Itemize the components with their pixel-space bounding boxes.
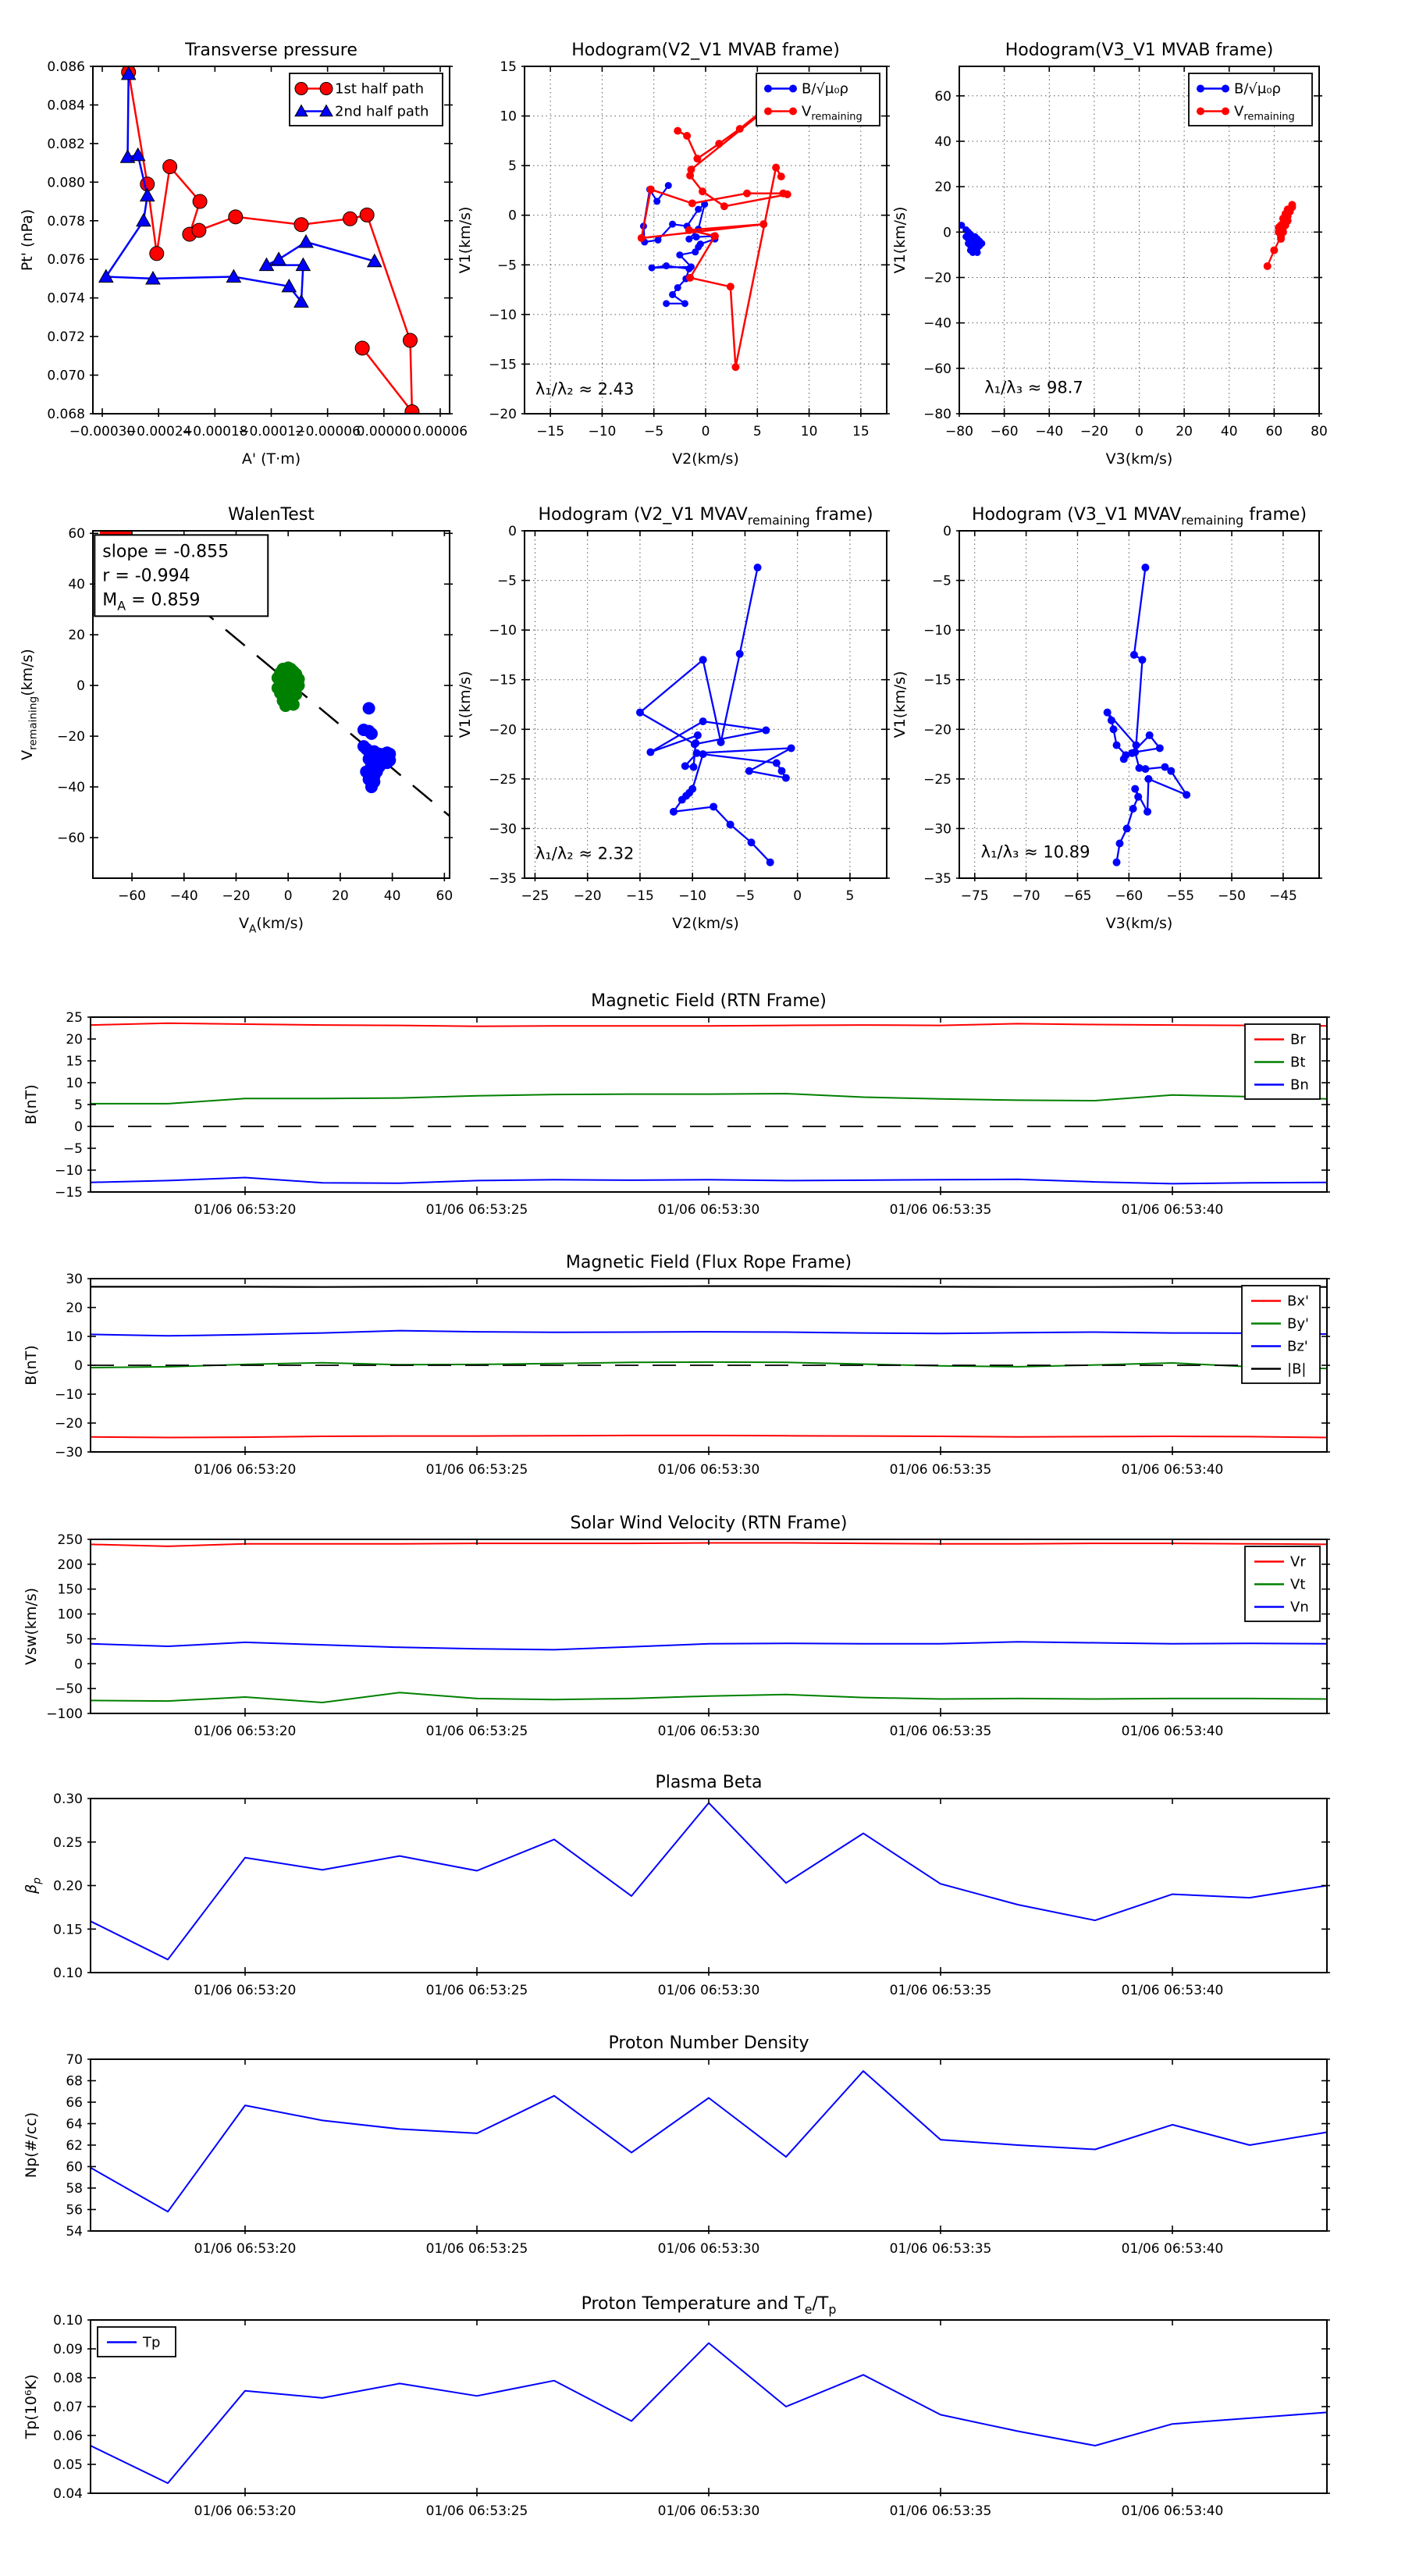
svg-text:−50: −50 [55,1681,83,1698]
svg-text:60: 60 [68,526,85,543]
svg-text:15: 15 [852,424,870,439]
svg-text:Br: Br [1290,1031,1306,1048]
svg-text:Tp(10⁶K): Tp(10⁶K) [23,2374,40,2439]
svg-text:66: 66 [66,2095,83,2111]
svg-text:01/06 06:53:30: 01/06 06:53:30 [657,1202,760,1218]
svg-text:0.076: 0.076 [47,252,85,269]
svg-text:40: 40 [1220,424,1238,439]
svg-text:01/06 06:53:40: 01/06 06:53:40 [1121,1724,1224,1739]
svg-text:0.086: 0.086 [47,59,85,75]
svg-text:01/06 06:53:35: 01/06 06:53:35 [889,1983,992,1998]
svg-text:−55: −55 [1166,888,1195,904]
svg-text:−65: −65 [1063,888,1092,904]
svg-text:−60: −60 [923,361,951,377]
svg-text:−10: −10 [923,623,951,639]
svg-text:−100: −100 [46,1706,83,1722]
svg-text:5: 5 [508,158,517,175]
svg-text:0.00000: 0.00000 [356,424,411,439]
svg-text:0.20: 0.20 [53,1878,83,1895]
svg-text:01/06 06:53:40: 01/06 06:53:40 [1121,1202,1224,1218]
svg-text:0.10: 0.10 [53,1966,83,1981]
svg-text:0.072: 0.072 [47,329,85,346]
svg-text:01/06 06:53:35: 01/06 06:53:35 [889,1724,992,1739]
svg-text:−20: −20 [55,1416,83,1432]
svg-text:01/06 06:53:20: 01/06 06:53:20 [194,1202,297,1218]
svg-text:Tp: Tp [143,2334,161,2351]
svg-text:−60: −60 [990,424,1019,439]
svg-text:Magnetic Field (RTN Frame): Magnetic Field (RTN Frame) [591,991,827,1011]
svg-text:MA = 0.859: $M_A = 0.859$ [102,590,201,614]
svg-text:Bx': Bx' [1287,1293,1309,1310]
svg-text:0: 0 [74,1358,83,1374]
svg-text:Pt' (nPa): Pt' (nPa) [19,208,36,272]
svg-text:WalenTest: WalenTest [228,505,315,525]
svg-text:B(nT): B(nT) [23,1345,40,1386]
svg-text:−5: −5 [644,424,664,439]
chart-hodogram-v3v1-mvab [890,16,1405,484]
svg-text:54: 54 [66,2224,83,2240]
svg-text:0: 0 [1135,424,1144,439]
svg-text:Bt: Bt [1290,1054,1306,1071]
svg-text:250: 250 [57,1532,83,1548]
svg-text:V3(km/s): V3(km/s) [1105,450,1173,468]
svg-text:01/06 06:53:40: 01/06 06:53:40 [1121,1983,1224,1998]
svg-text:40: 40 [934,133,951,150]
svg-text:40: 40 [68,577,85,593]
svg-text:−10: −10 [588,424,617,439]
svg-text:01/06 06:53:20: 01/06 06:53:20 [194,2503,297,2519]
svg-text:Vr: Vr [1290,1553,1306,1571]
svg-text:01/06 06:53:25: 01/06 06:53:25 [425,1202,528,1218]
svg-text:01/06 06:53:40: 01/06 06:53:40 [1121,1462,1224,1478]
svg-text:01/06 06:53:20: 01/06 06:53:20 [194,1462,297,1478]
svg-text:01/06 06:53:30: 01/06 06:53:30 [657,1724,760,1739]
svg-text:10: 10 [800,424,818,439]
svg-text:Magnetic Field (Flux Rope Fram: Magnetic Field (Flux Rope Frame) [565,1253,852,1272]
svg-text:−20: −20 [923,270,951,286]
svg-text:−80: −80 [923,407,951,422]
svg-text:0.078: 0.078 [47,213,85,229]
chart-plasma-beta [0,1753,1405,2011]
svg-text:−25: −25 [521,888,550,904]
svg-text:|B|: |B| [1287,1361,1307,1378]
svg-text:20: 20 [66,1032,83,1048]
svg-text:slope = -0.855: slope = -0.855 [102,542,229,562]
svg-text:80: 80 [1311,424,1328,439]
svg-text:Transverse pressure: Transverse pressure [185,41,357,60]
svg-text:−70: −70 [1012,888,1040,904]
svg-text:25: 25 [66,1010,83,1026]
svg-text:01/06 06:53:40: 01/06 06:53:40 [1121,2241,1224,2257]
svg-text:0.074: 0.074 [47,290,85,307]
svg-text:0.10: 0.10 [53,2313,83,2329]
svg-text:60: 60 [436,888,454,904]
svg-text:0: 0 [701,424,710,439]
chart-proton-number-density [0,2014,1405,2272]
svg-text:λ₁/λ₃ ≈ 98.7: λ₁/λ₃ ≈ 98.7 [984,378,1083,397]
svg-text:0.07: 0.07 [53,2400,83,2415]
svg-text:−15: −15 [55,1185,83,1201]
svg-text:58: 58 [66,2181,83,2197]
svg-text:−35: −35 [489,871,517,887]
svg-text:10: 10 [66,1076,83,1091]
svg-text:01/06 06:53:35: 01/06 06:53:35 [889,2503,992,2519]
chart-proton-temperature [0,2275,1405,2532]
svg-text:01/06 06:53:30: 01/06 06:53:30 [657,1983,760,1998]
chart-magnetic-field-rtn [0,972,1405,1229]
svg-text:λ₁/λ₂ ≈ 2.43: λ₁/λ₂ ≈ 2.43 [535,379,635,399]
svg-text:−50: −50 [1218,888,1246,904]
svg-text:V2(km/s): V2(km/s) [672,450,739,468]
svg-text:56: 56 [66,2202,83,2218]
svg-text:V1(km/s): V1(km/s) [457,671,474,738]
svg-text:Proton Temperature and Te/Tp: Proton Temperature and $T_e/T_p$ [581,2294,837,2318]
svg-text:0.04: 0.04 [53,2486,83,2502]
svg-text:Vt: Vt [1290,1576,1306,1593]
svg-text:0.08: 0.08 [53,2371,83,2386]
svg-text:B/√μ₀ρ: B/√μ₀ρ [1234,80,1281,98]
svg-text:0: 0 [508,524,517,539]
svg-text:−25: −25 [489,771,517,788]
svg-text:−60: −60 [118,888,146,904]
svg-text:0.30: 0.30 [53,1791,83,1807]
svg-text:−20: −20 [573,888,602,904]
svg-text:01/06 06:53:40: 01/06 06:53:40 [1121,2503,1224,2519]
svg-text:−40: −40 [923,315,951,332]
svg-text:60: 60 [934,88,951,105]
svg-text:−20: −20 [222,888,251,904]
svg-text:V1(km/s): V1(km/s) [457,206,474,274]
svg-text:−5: −5 [735,888,755,904]
chart-hodogram-v3v1-mvav [890,480,1405,968]
svg-text:15: 15 [66,1054,83,1069]
svg-text:0.06: 0.06 [53,2428,83,2444]
svg-text:−10: −10 [489,307,517,323]
svg-text:0: 0 [74,1119,83,1135]
svg-text:0: 0 [793,888,802,904]
svg-text:5: 5 [845,888,855,904]
svg-text:−20: −20 [57,729,85,745]
svg-text:0: 0 [74,1656,83,1673]
svg-text:0.068: 0.068 [47,407,85,422]
svg-text:−15: −15 [625,888,654,904]
svg-text:01/06 06:53:30: 01/06 06:53:30 [657,1462,760,1478]
svg-text:Bn: Bn [1290,1076,1309,1094]
svg-text:−0.00012: −0.00012 [238,424,304,439]
svg-text:Vremaining(km/s): $V_{remaining}(km/s)$ [19,649,40,760]
svg-text:1st half path: 1st half path [335,80,425,98]
chart-solar-wind-velocity [0,1494,1405,1752]
svg-text:10: 10 [66,1329,83,1345]
svg-text:01/06 06:53:35: 01/06 06:53:35 [889,1202,992,1218]
svg-text:−60: −60 [57,831,85,847]
svg-text:70: 70 [66,2052,83,2068]
svg-text:−10: −10 [489,623,517,639]
svg-text:−10: −10 [55,1387,83,1403]
svg-text:−20: −20 [923,722,951,738]
svg-text:Vn: Vn [1290,1599,1309,1616]
svg-text:Vsw(km/s): Vsw(km/s) [23,1587,40,1666]
svg-text:5: 5 [74,1098,83,1113]
svg-text:−5: −5 [931,573,951,589]
svg-text:0.15: 0.15 [53,1922,83,1938]
svg-text:0.084: 0.084 [47,98,85,114]
chart-hodogram-v2v1-mvab [437,16,905,484]
svg-text:−25: −25 [923,771,951,788]
svg-text:01/06 06:53:20: 01/06 06:53:20 [194,2241,297,2257]
svg-text:20: 20 [332,888,349,904]
svg-text:01/06 06:53:25: 01/06 06:53:25 [425,1462,528,1478]
svg-text:01/06 06:53:25: 01/06 06:53:25 [425,1983,528,1998]
svg-text:01/06 06:53:30: 01/06 06:53:30 [657,2503,760,2519]
svg-text:−60: −60 [1115,888,1144,904]
svg-text:B/√μ₀ρ: B/√μ₀ρ [802,80,848,98]
svg-text:20: 20 [68,628,85,644]
svg-text:01/06 06:53:35: 01/06 06:53:35 [889,1462,992,1478]
svg-text:By': By' [1287,1315,1309,1332]
svg-text:−40: −40 [169,888,198,904]
svg-text:−0.00024: −0.00024 [125,424,192,439]
svg-text:λ₁/λ₃ ≈ 10.89: λ₁/λ₃ ≈ 10.89 [980,842,1090,862]
svg-text:40: 40 [383,888,401,904]
svg-text:−5: −5 [496,573,517,589]
svg-text:0: 0 [76,678,85,695]
svg-text:Solar Wind Velocity (RTN Frame: Solar Wind Velocity (RTN Frame) [570,1514,848,1533]
svg-text:0.05: 0.05 [53,2457,83,2473]
chart-walen-test [0,480,500,968]
svg-text:−0.00030: −0.00030 [69,424,136,439]
svg-text:βp: $\beta_p$ [23,1877,44,1894]
svg-text:0: 0 [508,208,517,224]
svg-text:01/06 06:53:25: 01/06 06:53:25 [425,2241,528,2257]
svg-text:A' (T·m): A' (T·m) [241,450,301,468]
svg-text:−0.00006: −0.00006 [294,424,361,439]
svg-text:−80: −80 [945,424,973,439]
svg-text:V3(km/s): V3(km/s) [1105,915,1173,932]
svg-text:0.080: 0.080 [47,175,85,191]
svg-text:−35: −35 [923,871,951,887]
svg-text:01/06 06:53:25: 01/06 06:53:25 [425,2503,528,2519]
svg-text:62: 62 [66,2138,83,2154]
svg-text:0: 0 [943,225,951,241]
svg-text:Vremaining: $V_{remaining}$ [1234,103,1295,123]
svg-text:0: 0 [283,888,293,904]
svg-text:01/06 06:53:20: 01/06 06:53:20 [194,1983,297,1998]
svg-text:68: 68 [66,2073,83,2090]
svg-text:−45: −45 [1268,888,1297,904]
svg-text:−30: −30 [489,821,517,838]
svg-text:01/06 06:53:30: 01/06 06:53:30 [657,2241,760,2257]
svg-text:50: 50 [66,1631,83,1648]
svg-text:−5: −5 [62,1141,83,1157]
svg-text:0.09: 0.09 [53,2342,83,2357]
svg-text:20: 20 [934,180,951,196]
svg-text:0: 0 [943,524,951,539]
svg-text:0.00006: 0.00006 [412,424,468,439]
svg-text:30: 30 [66,1272,83,1287]
svg-text:Hodogram(V2_V1 MVAB frame): Hodogram(V2_V1 MVAB frame) [571,41,840,60]
svg-text:V1(km/s): V1(km/s) [891,206,909,274]
svg-text:−10: −10 [55,1163,83,1179]
svg-text:200: 200 [57,1557,83,1573]
svg-text:−10: −10 [678,888,707,904]
svg-text:B(nT): B(nT) [23,1084,40,1125]
svg-text:01/06 06:53:35: 01/06 06:53:35 [889,2241,992,2257]
svg-text:λ₁/λ₂ ≈ 2.32: λ₁/λ₂ ≈ 2.32 [535,844,635,863]
svg-text:01/06 06:53:20: 01/06 06:53:20 [194,1724,297,1739]
svg-text:0.25: 0.25 [53,1834,83,1851]
svg-text:Hodogram (V3_V1 MVAVremaining: Hodogram (V3_V1 $MVAV_{remaining}$ frame) [971,505,1307,528]
svg-text:Np(#/cc): Np(#/cc) [23,2112,40,2179]
svg-text:−20: −20 [489,407,517,422]
svg-text:64: 64 [66,2116,83,2133]
svg-text:60: 60 [1265,424,1283,439]
svg-text:15: 15 [500,59,517,75]
svg-text:150: 150 [57,1582,83,1598]
svg-text:Vremaining: $V_{remaining}$ [802,103,863,123]
svg-text:Hodogram(V3_V1 MVAB frame): Hodogram(V3_V1 MVAB frame) [1005,41,1274,60]
svg-text:0.082: 0.082 [47,136,85,152]
svg-text:Plasma Beta: Plasma Beta [655,1773,763,1792]
svg-text:20: 20 [66,1300,83,1316]
svg-text:−40: −40 [57,780,85,796]
svg-text:−20: −20 [489,722,517,738]
svg-text:−5: −5 [496,258,517,274]
chart-hodogram-v2v1-mvav [437,480,905,968]
svg-text:−15: −15 [489,672,517,688]
svg-text:−75: −75 [960,888,989,904]
svg-text:−20: −20 [1080,424,1108,439]
svg-text:Hodogram (V2_V1 MVAVremaining: Hodogram (V2_V1 $MVAV_{remaining}$ frame) [538,505,873,528]
svg-text:01/06 06:53:25: 01/06 06:53:25 [425,1724,528,1739]
svg-text:2nd half path: 2nd half path [335,103,429,120]
svg-text:−15: −15 [489,357,517,373]
svg-text:100: 100 [57,1606,83,1623]
svg-text:60: 60 [66,2159,83,2176]
svg-text:10: 10 [500,109,517,125]
svg-text:20: 20 [1176,424,1193,439]
svg-text:V1(km/s): V1(km/s) [891,671,909,738]
svg-text:−40: −40 [1035,424,1064,439]
svg-text:0.070: 0.070 [47,368,85,384]
svg-text:−15: −15 [923,672,951,688]
svg-text:−30: −30 [55,1445,83,1461]
svg-text:−15: −15 [536,424,565,439]
svg-text:Bz': Bz' [1287,1338,1308,1355]
svg-text:5: 5 [752,424,762,439]
chart-transverse-pressure [0,16,500,484]
svg-text:Proton Number Density: Proton Number Density [608,2033,809,2053]
svg-text:r = -0.994: r = -0.994 [102,566,190,586]
svg-text:−0.00018: −0.00018 [182,424,248,439]
svg-text:−30: −30 [923,821,951,838]
chart-magnetic-field-fluxrope [0,1233,1405,1491]
svg-text:V2(km/s): V2(km/s) [672,915,739,932]
svg-text:VA(km/s): $V_A(km/s)$ [239,915,304,936]
